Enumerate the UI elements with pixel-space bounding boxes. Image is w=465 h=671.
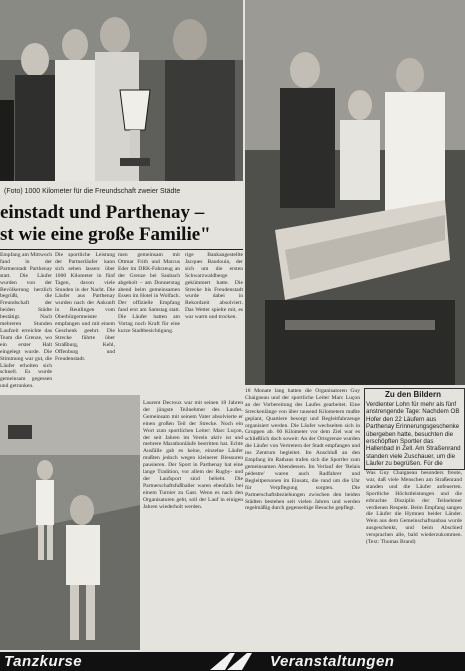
article-column-1: Empfang am Mittwoch fand in der Partnerstadt Parthenay statt. Die Läufer wurden von der Bevölkerung herzlich begrüßt, die Freundschaft der beiden Städte bestätigt. Nach mehreren Stunden Laufzeit erreichte das Team die Grenze, wo ein erster Halt eingelegt wurde. Die Stimmung war gut, die Läufer erholten sich schnell. Es wurde gemeinsam gegessen und getrunken. — [0, 252, 52, 390]
divider — [0, 249, 243, 250]
footer-logo-icon — [205, 652, 255, 671]
headline-line-1: einstadt und Parthenay – — [0, 202, 205, 223]
side-box-title: Zu den Bildern — [385, 390, 441, 399]
footer-left-label: Tanzkurse — [4, 653, 83, 670]
photo-medical-care — [245, 0, 465, 385]
footer-right-label: Veranstaltungen — [270, 653, 395, 670]
article-column-6: Laurent Decroux war mit seinen 18 Jahren der jüngste Teilnehmer des Laufes. Gemeinsam mit seinem Vater absolvierte er einen großen Teil der Strecke. Noch ein Wort zum sportlichen Leiter: Marc Luçon, der seit Jahren im Verein aktiv ist und mehrere Marathonläufe bestritten hat. Echte Ausfälle gab es keine, einzelne Läufer mußten jedoch wegen kleinerer Blessuren pausieren. Der Sport in Parthenay hat eine lange Tradition, vor allem der Rugby- und der Laufsport sind beliebt. Die Partnerschaftsfußballer waren ebenfalls bei einem Turnier zu Gast. Wenn es nach den Organisatoren geht, soll der Lauf in einigen Jahren wiederholt werden. — [143, 400, 243, 510]
photo-runners-road — [0, 395, 140, 650]
article-column-2: Die sportliche Leistung der Partnerläufer kann sich sehen lassen: über 1000 Kilometer in fünf Tagen, davon viele Stunden in der Nacht. Die Läufer aus Parthenay wurden nach der Ankunft in Reutlingen vom Oberbürgermeister empfangen und mit einem Geschenk geehrt. Die Strecke führte über Straßburg, Kehl, Offenburg und Freudenstadt. — [55, 252, 115, 362]
photo-runners-with-trophy — [0, 0, 243, 181]
side-box-text: Verdienter Lohn für mehr als fünf anstrengende Tage: Nachdem OB Hofer den 22 Läufern aus Parthenay Erinnerungsgeschenke übergeben hatte, besuchten die erschöpften Sportler das Hallenbad in Zell. Am Straßenrand standen viele Zuschauer, um die Läufer zu begrüßen. Für die — [366, 401, 461, 467]
headline — [0, 202, 243, 246]
headline-line-2: st wie eine große Familie" — [0, 224, 211, 245]
article-column-7: Was Guy Chaigneau besonders freute, war, daß viele Menschen am Straßenrand standen und die Läufer anfeuerten. Sportliche Höchstleistungen und die erbrachte Disziplin der Teilnehmer verdienen Respekt. Beim Empfang sangen die Läufer die Hymnen beider Länder. Wein aus dem Gemeinschaftsanbau wurde ausgeschenkt, und beim Abschied versprachen alle, bald wiederzukommen. (Text: Thomas Brand) — [366, 470, 462, 546]
photo-caption: (Foto) 1000 Kilometer für die Freundschaft zweier Städte — [4, 188, 181, 195]
article-column-4: rige Bankangestellte Jacques Baudouin, der sich um die ersten Schwarzwaldberge gekümmert hatte. Die Strecke bis Freudenstadt wurde dabei in Rekordzeit absolviert. Das Wetter spielte mit, es war warm und trocken. — [185, 252, 243, 321]
footer-banner — [0, 652, 465, 671]
article-column-3: men gemeinsam mit Ottmar Frith und Marcus Eder im DRK-Fahrzeug an der Grenze bei Saubach abgeholt – am Donnerstag abend beim gemeinsamen Essen im Hotel in Wolfach. Der offizielle Empfang fand erst am Samstag statt. Die Läufer hatten am Vortag noch Kraft für eine kurze Stadtbesichtigung. — [118, 252, 180, 334]
article-column-5: 18 Monate lang hatten die Organisatoren Guy Chaigneau und der sportliche Leiter Marc Luçon an der Vorbereitung des Laufes gearbeitet. Eine Streckenlänge von über tausend Kilometern mußte geplant, Quartiere besorgt und Begleitfahrzeuge organisiert werden. Die Läufer wechselten sich in Gruppen ab. 60 Kilometer vor dem Ziel war es schließlich doch soweit: An der Ortsgrenze wurden die Läufer von Vertretern der Stadt empfangen und ins Zentrum begleitet. Im Anschluß an den Empfang im Rathaus trafen sich die Sportler zum gemeinsamen Abendessen. Im Verlauf der 'Relais pédestre' waren auch Radfahrer und Begleitpersonen im Einsatz, die rund um die Uhr für Verpflegung sorgten. Die Partnerschaftsbeziehungen zwischen den beiden Städten bestehen seit vielen Jahren und werden regelmäßig durch gegenseitige Besuche gepflegt. — [245, 388, 360, 512]
